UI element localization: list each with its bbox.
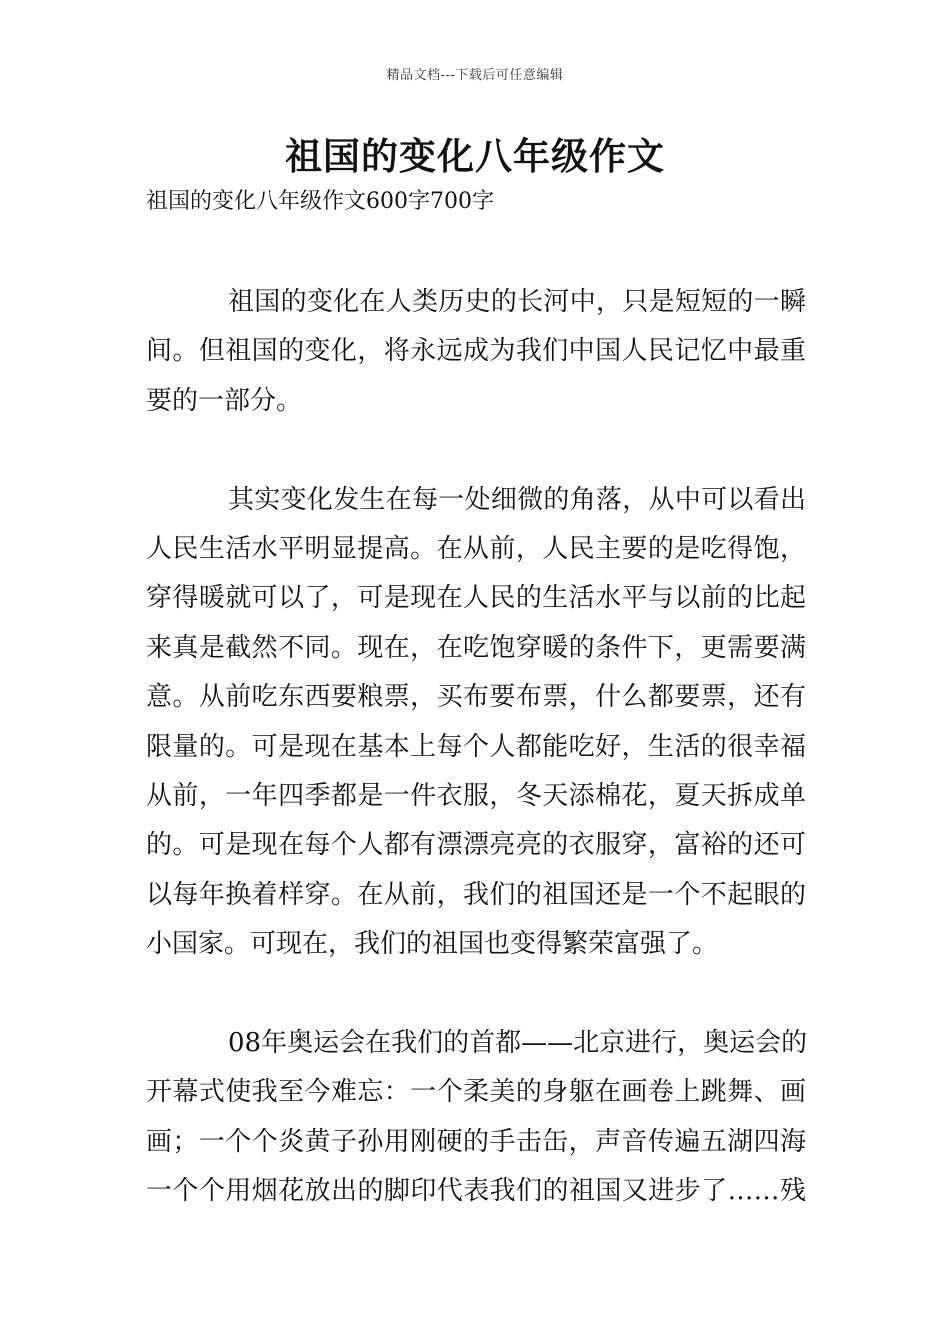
text-line: 小国家。可现在，我们的祖国也变得繁荣富强了。	[146, 929, 719, 960]
text-line: 意。从前吃东西要粮票，买布要布票，什么都要票，还有	[146, 682, 806, 713]
text-line: 从前，一年四季都是一件衣服，冬天添棉花，夏天拆成单	[146, 781, 806, 812]
text-line: 要的一部分。	[146, 385, 303, 416]
text-line: 来真是截然不同。现在，在吃饱穿暖的条件下，更需要满	[146, 632, 806, 663]
text-line: 画；一个个炎黄子孙用刚硬的手击缶，声音传遍五湖四海	[146, 1126, 806, 1157]
text-line: 间。但祖国的变化，将永远成为我们中国人民记忆中最重	[146, 336, 806, 367]
document-header-note: 精品文档---下载后可任意编辑	[386, 68, 564, 83]
text-line: 以每年换着样穿。在从前，我们的祖国还是一个不起眼的	[146, 879, 806, 910]
text-line: 祖国的变化在人类历史的长河中，只是短短的一瞬	[228, 287, 806, 317]
text-line: 开幕式使我至今难忘：一个柔美的身躯在画卷上跳舞、画	[146, 1077, 806, 1108]
document-title: 祖国的变化八年级作文	[285, 134, 665, 178]
paragraph-1	[146, 278, 806, 426]
text-line: 人民生活水平明显提高。在从前，人民主要的是吃得饱，	[146, 534, 806, 565]
paragraph-3	[146, 1019, 806, 1217]
document-subtitle: 祖国的变化八年级作文600字700字	[146, 189, 494, 214]
text-line: 08年奥运会在我们的首都——北京进行，奥运会的	[228, 1028, 808, 1059]
text-line: 一个个用烟花放出的脚印代表我们的祖国又进步了……残	[146, 1176, 806, 1207]
document-body	[146, 278, 806, 1266]
text-line: 其实变化发生在每一处细微的角落，从中可以看出	[228, 484, 806, 515]
text-line: 穿得暖就可以了，可是现在人民的生活水平与以前的比起	[146, 583, 806, 614]
paragraph-2	[146, 476, 806, 970]
text-line: 的。可是现在每个人都有漂漂亮亮的衣服穿，富裕的还可	[146, 830, 806, 861]
text-line: 限量的。可是现在基本上每个人都能吃好，生活的很幸福	[146, 731, 806, 762]
